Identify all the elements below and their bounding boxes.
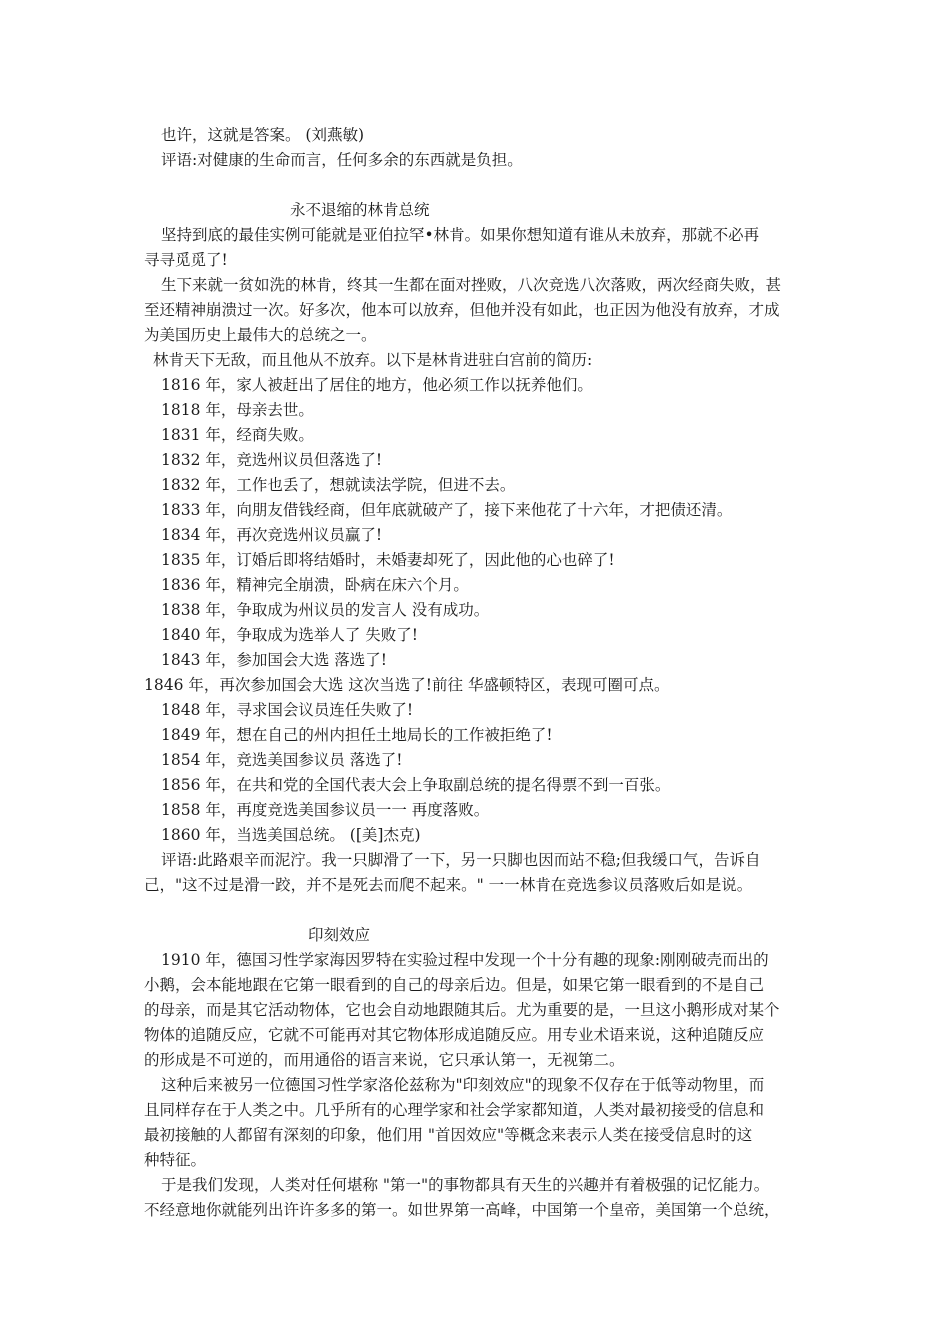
intro-comment: 评语:对健康的生命而言，任何多余的东西就是负担。 (161, 151, 523, 169)
section-title-lincoln: 永不退缩的林肯总统 (290, 201, 430, 219)
section-title-imprint: 印刻效应 (308, 926, 371, 944)
paragraph-line: 为美国历史上最伟大的总统之一。 (144, 326, 377, 344)
timeline-item: 1832 年，竞选州议员但落选了! (161, 451, 383, 469)
timeline-item: 1860 年，当选美国总统。 ([美]杰克) (161, 826, 421, 844)
timeline-item: 1838 年，争取成为州议员的发言人 没有成功。 (161, 601, 490, 619)
paragraph-line: 种特征。 (144, 1151, 207, 1169)
comment-line: 己，"这不过是滑一跤，并不是死去而爬不起来。" 一一林肯在竞选参议员落败后如是说。 (144, 876, 753, 894)
timeline-item: 1834 年，再次竞选州议员赢了! (161, 526, 383, 544)
paragraph-line: 坚持到底的最佳实例可能就是亚伯拉罕•林肯。如果你想知道有谁从未放弃，那就不必再 (161, 226, 760, 244)
paragraph-line: 寻寻觅觅了! (144, 251, 228, 269)
paragraph-line: 小鹅，会本能地跟在它第一眼看到的自己的母亲后边。但是，如果它第一眼看到的不是自己 (144, 976, 765, 994)
paragraph-line: 这种后来被另一位德国习性学家洛伦兹称为"印刻效应"的现象不仅存在于低等动物里，而 (161, 1076, 765, 1094)
timeline-item: 1849 年，想在自己的州内担任土地局长的工作被拒绝了! (161, 726, 553, 744)
timeline-item: 1831 年，经商失败。 (161, 426, 314, 444)
paragraph-line: 于是我们发现，人类对任何堪称 "第一"的事物都具有天生的兴趣并有着极强的记忆能力。 (161, 1176, 770, 1194)
paragraph-line: 最初接触的人都留有深刻的印象，他们用 "首因效应"等概念来表示人类在接受信息时的这 (144, 1126, 753, 1144)
timeline-item: 1848 年，寻求国会议员连任失败了! (161, 701, 414, 719)
timeline-item: 1843 年，参加国会大选 落选了! (161, 651, 388, 669)
timeline-item: 1835 年，订婚后即将结婚时，未婚妻却死了，因此他的心也碎了! (161, 551, 615, 569)
timeline-item: 1818 年，母亲去世。 (161, 401, 314, 419)
paragraph-line: 物体的追随反应，它就不可能再对其它物体形成追随反应。用专业术语来说，这种追随反应 (144, 1026, 765, 1044)
paragraph-line: 的形成是不可逆的，而用通俗的语言来说，它只承认第一，无视第二。 (144, 1051, 625, 1069)
timeline-item: 1833 年，向朋友借钱经商，但年底就破产了，接下来他花了十六年，才把债还清。 (161, 501, 733, 519)
timeline-item: 1856 年，在共和党的全国代表大会上争取副总统的提名得票不到一百张。 (161, 776, 671, 794)
paragraph-line: 1910 年，德国习性学家海因罗特在实验过程中发现一个十分有趣的现象:刚刚破壳而出的 (161, 951, 769, 969)
timeline-item: 1840 年，争取成为选举人了 失败了! (161, 626, 419, 644)
comment-line: 评语:此路艰辛而泥泞。我一只脚滑了一下，另一只脚也因而站不稳;但我缓口气，告诉自 (161, 851, 761, 869)
timeline-item: 1832 年，工作也丢了，想就读法学院，但进不去。 (161, 476, 516, 494)
paragraph-line: 林肯天下无敌，而且他从不放弃。以下是林肯进驻白宫前的简历: (153, 351, 593, 369)
paragraph-line: 的母亲，而是其它活动物体，它也会自动地跟随其后。尤为重要的是，一旦这小鹅形成对某个 (144, 1001, 780, 1019)
timeline-item: 1854 年，竞选美国参议员 落选了! (161, 751, 403, 769)
intro-line: 也许，这就是答案。 (刘燕敏) (161, 126, 365, 144)
timeline-item: 1816 年，家人被赶出了居住的地方，他必须工作以抚养他们。 (161, 376, 593, 394)
paragraph-line: 生下来就一贫如洗的林肯，终其一生都在面对挫败，八次竞选八次落败，两次经商失败，甚 (161, 276, 782, 294)
paragraph-line: 不经意地你就能列出许许多多的第一。如世界第一高峰，中国第一个皇帝，美国第一个总统， (144, 1201, 780, 1219)
timeline-item: 1858 年，再度竞选美国参议员一一 再度落败。 (161, 801, 490, 819)
timeline-item: 1836 年，精神完全崩溃，卧病在床六个月。 (161, 576, 469, 594)
timeline-item: 1846 年，再次参加国会大选 这次当选了!前往 华盛顿特区，表现可圈可点。 (144, 676, 670, 694)
paragraph-line: 至还精神崩溃过一次。好多次，他本可以放弃，但他并没有如此，也正因为他没有放弃，才成 (144, 301, 780, 319)
paragraph-line: 且同样存在于人类之中。几乎所有的心理学家和社会学家都知道，人类对最初接受的信息和 (144, 1101, 765, 1119)
